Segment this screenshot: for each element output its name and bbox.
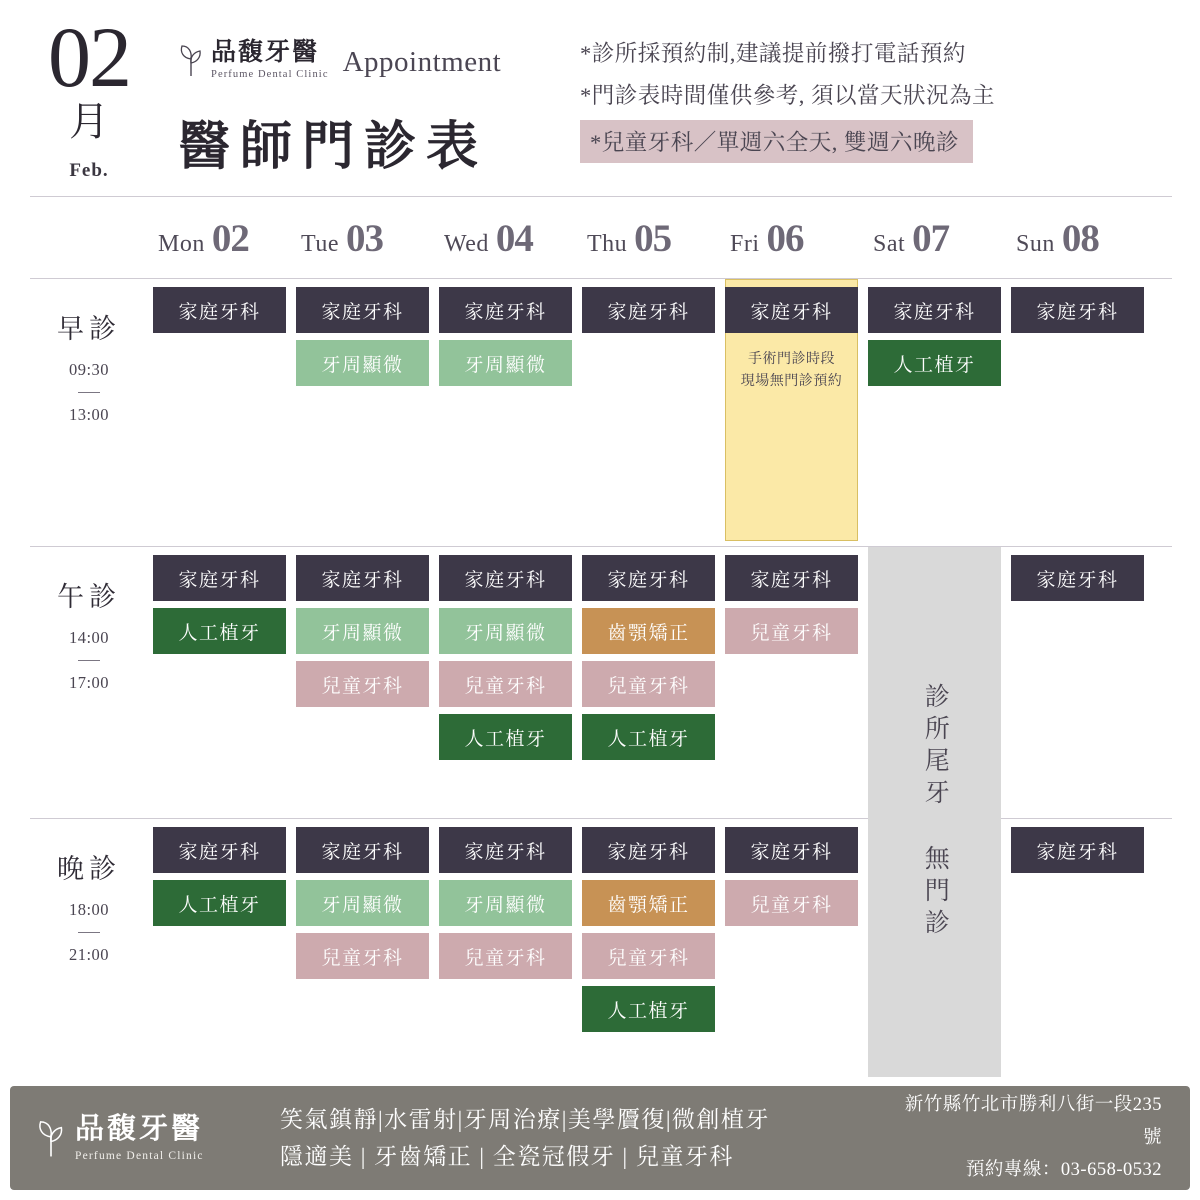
service-chip-family[interactable]: 家庭牙科 (296, 555, 429, 601)
chip-stack (582, 287, 715, 333)
chip-stack (725, 827, 858, 926)
service-chip-kids[interactable]: 兒童牙科 (439, 661, 572, 707)
service-chip-family[interactable]: 家庭牙科 (296, 827, 429, 873)
schedule-cell[interactable] (577, 547, 720, 818)
schedule-cell[interactable] (720, 547, 863, 818)
schedule-cell-inner (153, 287, 286, 333)
service-chip-family[interactable]: 家庭牙科 (153, 287, 286, 333)
schedule-cell[interactable] (577, 819, 720, 1080)
chip-stack (439, 287, 572, 386)
session-end-time: 17:00 (68, 673, 110, 692)
session-time-column (30, 819, 148, 1080)
session-row (30, 278, 1172, 546)
service-chip-implant[interactable]: 人工植牙 (582, 986, 715, 1032)
schedule-cell-inner (1011, 555, 1144, 601)
day-number: 04 (495, 216, 533, 260)
schedule-cell[interactable] (434, 547, 577, 818)
service-chip-perio[interactable]: 牙周顯微 (439, 880, 572, 926)
schedule-cell-inner (582, 555, 715, 760)
chip-stack (582, 827, 715, 1032)
session-name: 午診 (57, 582, 121, 612)
service-chip-family[interactable]: 家庭牙科 (1011, 827, 1144, 873)
note-highlight-wrap (580, 120, 995, 163)
service-chip-family[interactable]: 家庭牙科 (296, 287, 429, 333)
service-chip-implant[interactable]: 人工植牙 (868, 340, 1001, 386)
day-number: 02 (211, 216, 249, 260)
day-header-cell (720, 216, 863, 261)
session-start-time: 09:30 (68, 360, 110, 379)
footer-contact (890, 1089, 1190, 1186)
chip-stack (1011, 555, 1144, 601)
day-header-cell (291, 216, 434, 261)
schedule-cell[interactable] (720, 819, 863, 1080)
chip-stack (439, 827, 572, 979)
schedule-cell[interactable] (720, 279, 863, 546)
service-chip-kids[interactable]: 兒童牙科 (582, 661, 715, 707)
schedule-cell-inner (296, 287, 429, 386)
service-chip-implant[interactable]: 人工植牙 (439, 714, 572, 760)
schedule-cell-inner (1011, 827, 1144, 873)
day-name: Tue (301, 230, 339, 257)
chip-stack (725, 555, 858, 654)
schedule-cell-inner (725, 827, 858, 926)
note-line-1: *診所採預約制,建議提前撥打電話預約 (580, 41, 966, 66)
poster-header (0, 0, 1200, 196)
service-chip-kids[interactable]: 兒童牙科 (439, 933, 572, 979)
footer-services-line-1: 笑氣鎮靜|水雷射|牙周治療|美學贗復|微創植牙 (280, 1106, 770, 1132)
service-chip-family[interactable]: 家庭牙科 (1011, 287, 1144, 333)
day-header-cell (434, 216, 577, 261)
month-english: Feb. (69, 160, 109, 181)
day-name: Sun (1016, 230, 1055, 257)
footer-services (280, 1101, 890, 1176)
month-character: 月 (69, 99, 109, 144)
chip-stack (153, 287, 286, 333)
notes-block (580, 36, 995, 163)
schedule-cell-inner (153, 827, 286, 926)
day-name: Fri (730, 230, 760, 257)
footer-brand-en: Perfume Dental Clinic (75, 1149, 204, 1162)
schedule-cell[interactable] (291, 279, 434, 546)
schedule-cell[interactable] (291, 547, 434, 818)
schedule-cell[interactable] (291, 819, 434, 1080)
session-name: 晚診 (57, 854, 121, 884)
schedule-cell[interactable] (434, 819, 577, 1080)
chip-stack (153, 827, 286, 926)
service-chip-perio[interactable]: 牙周顯微 (296, 340, 429, 386)
clinic-closed-box (868, 547, 1001, 1077)
session-start-time: 14:00 (68, 628, 110, 647)
service-chip-perio[interactable]: 牙周顯微 (296, 880, 429, 926)
note-line-2: *門診表時間僅供參考, 須以當天狀況為主 (580, 83, 996, 108)
day-name: Thu (587, 230, 628, 257)
brand-header (178, 40, 501, 80)
time-divider (78, 392, 100, 393)
day-number: 07 (912, 216, 950, 260)
schedule-cell-inner (868, 287, 1001, 386)
footer-address: 新竹縣竹北市勝利八街一段235號 (904, 1095, 1162, 1148)
service-chip-kids[interactable]: 兒童牙科 (725, 880, 858, 926)
footer-brand (10, 1114, 280, 1162)
schedule-cell[interactable] (1006, 279, 1149, 546)
day-name: Wed (444, 230, 489, 257)
footer-brand-cn: 品馥牙醫 (75, 1113, 204, 1146)
schedule-cell-inner (725, 555, 858, 654)
service-chip-perio[interactable]: 牙周顯微 (296, 608, 429, 654)
chip-stack (296, 287, 429, 386)
schedule-cell[interactable] (863, 279, 1006, 546)
session-day-columns (148, 279, 1172, 546)
brand-logo (178, 40, 329, 80)
surgery-note: 手術門診時段 現場無門診預約 (740, 352, 843, 389)
poster-footer (10, 1086, 1190, 1190)
day-number: 06 (766, 216, 804, 260)
appointment-label: Appointment (342, 46, 502, 79)
schedule-cell-inner (1011, 287, 1144, 333)
service-chip-family[interactable]: 家庭牙科 (582, 827, 715, 873)
session-time-column (30, 547, 148, 818)
service-chip-family[interactable]: 家庭牙科 (439, 827, 572, 873)
clinic-closed-text: 診所尾牙 無門診 (921, 683, 949, 941)
day-name: Mon (158, 230, 205, 257)
service-chip-family[interactable]: 家庭牙科 (868, 287, 1001, 333)
service-chip-kids[interactable]: 兒童牙科 (725, 608, 858, 654)
chip-stack (296, 827, 429, 979)
chip-stack (582, 555, 715, 760)
session-name: 早診 (57, 314, 121, 344)
session-end-time: 13:00 (68, 405, 110, 424)
session-day-columns (148, 547, 1172, 941)
schedule-cell[interactable] (148, 279, 291, 546)
time-divider (78, 660, 100, 661)
chip-stack (868, 287, 1001, 386)
service-chip-family[interactable]: 家庭牙科 (725, 827, 858, 873)
schedule-cell[interactable] (148, 547, 291, 818)
service-chip-kids[interactable]: 兒童牙科 (296, 933, 429, 979)
service-chip-family[interactable]: 家庭牙科 (153, 827, 286, 873)
service-chip-implant[interactable]: 人工植牙 (153, 608, 286, 654)
chip-stack (153, 555, 286, 654)
session-end-time: 21:00 (68, 945, 110, 964)
day-header-cell (1006, 216, 1149, 261)
schedule-cell-inner (725, 287, 858, 392)
service-chip-family[interactable]: 家庭牙科 (582, 287, 715, 333)
brand-name-en: Perfume Dental Clinic (211, 69, 329, 81)
service-chip-family[interactable]: 家庭牙科 (439, 287, 572, 333)
footer-services-line-2: 隱適美 | 牙齒矯正 | 全瓷冠假牙 | 兒童牙科 (280, 1144, 734, 1169)
session-time-column (30, 279, 148, 546)
note-highlight: *兒童牙科／單週六全天, 雙週六晚診 (580, 120, 973, 163)
service-chip-ortho[interactable]: 齒顎矯正 (582, 608, 715, 654)
day-name: Sat (873, 230, 906, 257)
day-header-cell (863, 216, 1006, 261)
schedule-cell-inner (439, 827, 572, 979)
schedule-cell[interactable] (863, 547, 1006, 941)
service-chip-perio[interactable]: 牙周顯微 (439, 608, 572, 654)
flower-logo-icon (178, 43, 204, 77)
chip-stack (1011, 827, 1144, 873)
service-chip-kids[interactable]: 兒童牙科 (582, 933, 715, 979)
day-number: 03 (345, 216, 383, 260)
chip-stack (725, 287, 858, 392)
service-chip-family[interactable]: 家庭牙科 (1011, 555, 1144, 601)
service-chip-implant[interactable]: 人工植牙 (153, 880, 286, 926)
schedule-body (30, 278, 1172, 1080)
session-day-columns (148, 819, 1172, 1080)
schedule-cell[interactable] (148, 819, 291, 1080)
day-header-row (30, 197, 1172, 279)
day-header-grid (30, 196, 1172, 279)
service-chip-kids[interactable]: 兒童牙科 (296, 661, 429, 707)
schedule-cell-inner (439, 287, 572, 386)
schedule-cell-inner (296, 827, 429, 979)
day-number: 08 (1061, 216, 1099, 260)
schedule-cell[interactable] (577, 279, 720, 546)
chip-stack (296, 555, 429, 707)
service-chip-perio[interactable]: 牙周顯微 (439, 340, 572, 386)
day-number: 05 (634, 216, 672, 260)
footer-phone: 預約專線：03-658-0532 (965, 1160, 1162, 1181)
schedule-cell[interactable] (434, 279, 577, 546)
flower-logo-icon-footer (36, 1118, 66, 1158)
service-chip-family[interactable]: 家庭牙科 (153, 555, 286, 601)
service-chip-ortho[interactable]: 齒顎矯正 (582, 880, 715, 926)
session-start-time: 18:00 (68, 900, 110, 919)
chip-stack (1011, 287, 1144, 333)
brand-name-cn: 品馥牙醫 (211, 39, 320, 66)
schedule-cell-inner (439, 555, 572, 760)
service-chip-family[interactable]: 家庭牙科 (439, 555, 572, 601)
time-divider (78, 932, 100, 933)
service-chip-implant[interactable]: 人工植牙 (582, 714, 715, 760)
schedule-cell[interactable] (1006, 547, 1149, 818)
page-title: 醫師門診表 (178, 119, 489, 176)
schedule-cell-inner (582, 287, 715, 333)
service-chip-family[interactable]: 家庭牙科 (582, 555, 715, 601)
service-chip-family[interactable]: 家庭牙科 (725, 287, 858, 333)
day-header-cell (148, 216, 291, 261)
chip-stack (439, 555, 572, 760)
schedule-cell[interactable] (1006, 819, 1149, 1080)
day-header-cell (577, 216, 720, 261)
month-number: 02 (48, 9, 130, 105)
schedule-cell-inner (296, 555, 429, 707)
schedule-cell-inner (153, 555, 286, 654)
service-chip-family[interactable]: 家庭牙科 (725, 555, 858, 601)
schedule-cell-inner (582, 827, 715, 1032)
